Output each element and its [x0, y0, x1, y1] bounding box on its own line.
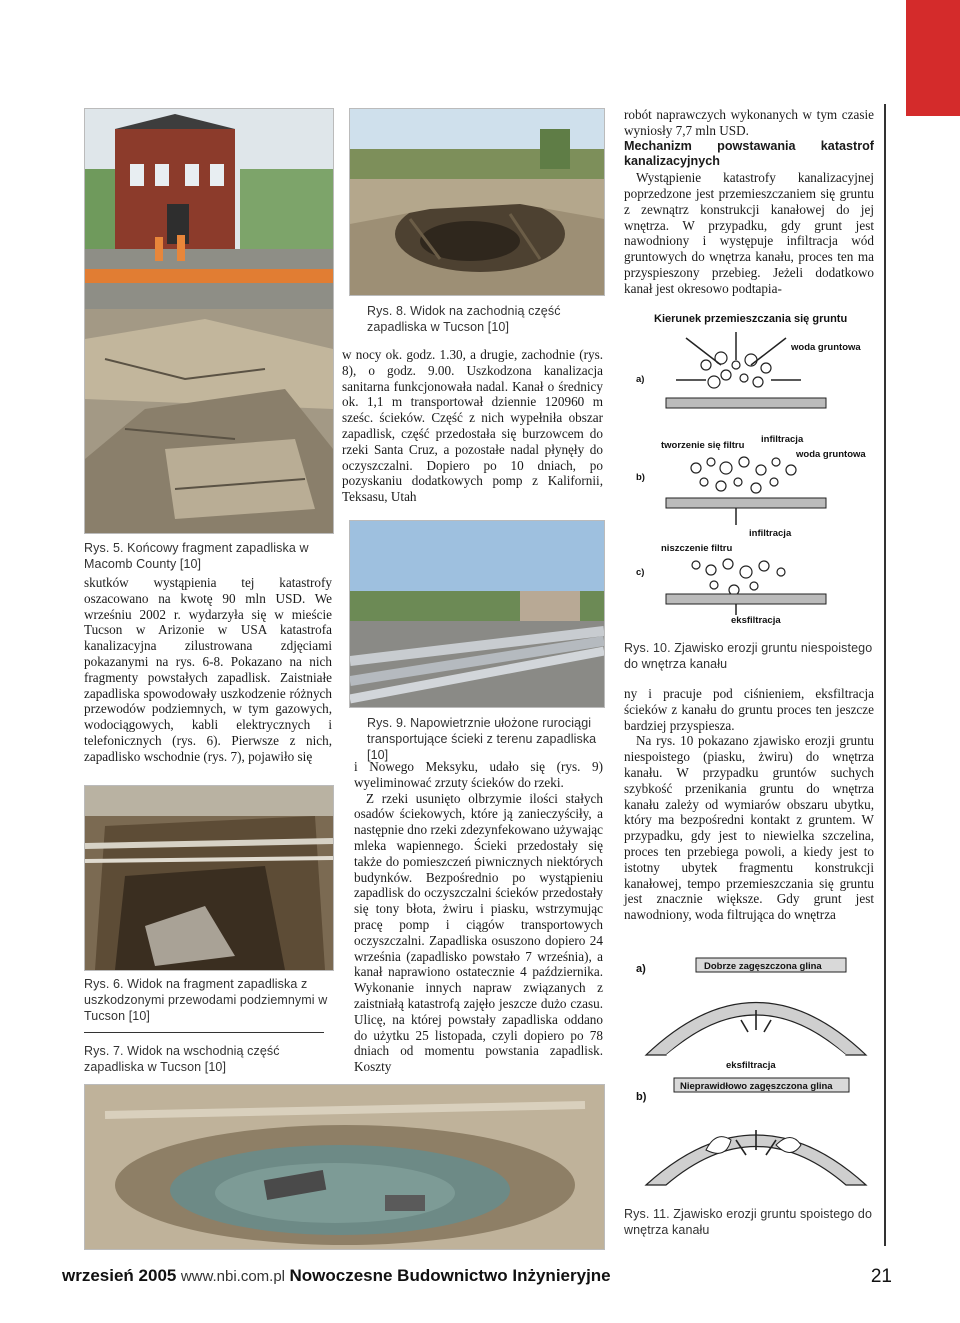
footer-issue: wrzesień 2005 — [62, 1266, 177, 1285]
diagram-erosion-noncohesive-svg — [626, 310, 876, 630]
caption-fig10: Rys. 10. Zjawisko erozji gruntu niespoistego do wnętrza kanału — [624, 641, 873, 671]
column-rule — [884, 104, 886, 1246]
caption-fig6: Rys. 6. Widok na fragment zapadliska z uszkodzonymi przewodami podziemnymi w Tucson [10] — [84, 977, 328, 1023]
column-3-text-top — [624, 107, 874, 297]
caption-fig7: Rys. 7. Widok na wschodnią część zapadliska w Tucson [10] — [84, 1044, 280, 1074]
paragraph-river-cleanup: Z rzeki usunięto olbrzymie ilości stałych osadów ściekowych, które ją zanieczyściły, a następnie dno rzeki zdezynfekowano używając mleka wapiennego. Ścieki przedostały się także do pomieszczeń piwnicznych niektórych budynków. Bezpośrednio po wystąpieniu zapadlisk do oczyszczalni ścieków przedostały się tony błota, żwiru i piasku, wstrzymując pracę pomp i ciągów transportowych oczyszczalni. Zapadliska osuszono dopiero 24 września (zapadlisko powstało 7 września), a kanał naprawiono ostatecznie 4 października. Wykonanie innych napraw związanych z zaistniałą katastrofą zajęło jeszcze dużo czasu. Ulicę, na której powstały zapadliska oddano do użytku 25 listopada, czyli dopiero po 78 dniach od momentu powstania zapadlisk. Koszty — [354, 790, 603, 1075]
diagram10-filter-destruction: niszczenie filtru — [661, 543, 733, 554]
caption-fig9: Rys. 9. Napowietrznie ułożone rurociągi transportujące ścieki z terenu zapadliska [10] — [367, 716, 597, 762]
diagram-erosion-cohesive-svg — [626, 950, 876, 1200]
paragraph-new-mexico: i Nowego Meksyku, udało się (rys. 9) wyeliminować zrzuty ścieków do rzeki. — [354, 759, 603, 790]
column-2-text-lower — [354, 759, 603, 1075]
caption-separator — [84, 1032, 324, 1033]
photo-east-sinkhole-image — [85, 1085, 604, 1249]
photo-pipelines-image — [350, 521, 604, 707]
page-edge-red-bar-lower — [906, 104, 960, 116]
page-number: 21 — [870, 1266, 892, 1287]
diagram-erosion-noncohesive — [626, 310, 876, 630]
section-heading: Mechanizm powstawania katastrof kanalizacyjnych — [624, 138, 874, 169]
column-3-text-middle — [624, 686, 874, 923]
diagram11-box-a-label: Dobrze zagęszczona glina — [704, 961, 822, 972]
photo-macomb-sinkhole — [84, 108, 334, 534]
diagram10-groundwater-1: woda gruntowa — [791, 342, 861, 353]
photo-pipelines — [349, 520, 605, 708]
paragraph-exfiltration: ny i pracuje pod ciśnieniem, eksfiltracja ścieków z kanału do gruntu proces ten jeszcze bardziej przyspiesza. — [624, 686, 874, 733]
column-1-text: skutków wystąpienia tej katastrofy oszacowano na kwotę 90 mln USD. We wrześniu 2002 r. wydarzyła się w mieście Tucson w Arizonie w USA katastrofa kanalizacyjna zilustrowana zdjęciami pokazanymi na rys. 6-8. Pokazano na nich fragmenty powstałych zapadlisk. Zaistniałe zapadliska spowodowały uszkodzenie różnych przewodów podziemnych, w tym gazowych, wodociągowych, kabli elektrycznych i telefonicznych (rys. 6). Pierwsze z nich, zapadlisko wschodnie (rys. 7), pojawiło się — [84, 575, 332, 764]
diagram10-title: Kierunek przemieszczania się gruntu — [654, 313, 848, 325]
paragraph-costs: robót naprawczych wykonanych w tym czasie wyniosły 7,7 mln USD. — [624, 107, 874, 138]
paragraph-erosion: Na rys. 10 pokazano zjawisko erozji gruntu niespoistego (piasku, żwiru) do wnętrza kanału. W przypadku gruntów suchych szybkość przenikania gruntu do wnętrza kanału zależy od wymiarów obszaru ubytku, który ma bezpośredni kontakt z gruntem. W przypadku, gdy jest to niewielka szczelina, proces ten przebiega powoli, a kiedy jest to istotny ubytek fragmentu konstrukcji kanałowej, tempo przemieszczania się gruntu jest znacznie większe. Gdy grunt jest nawodniony, woda filtrująca do wnętrza — [624, 733, 874, 923]
caption-fig5: Rys. 5. Końcowy fragment zapadliska w Macomb County [10] — [84, 541, 309, 571]
photo-damaged-utilities-image — [85, 786, 333, 970]
diagram10-groundwater-2: woda gruntowa — [796, 449, 866, 460]
photo-west-sinkhole-tucson — [349, 108, 605, 296]
diagram10-infiltration-2: infiltracja — [749, 528, 792, 539]
photo-damaged-utilities — [84, 785, 334, 971]
diagram11-label-a: a) — [636, 963, 646, 975]
photo-east-sinkhole-tucson — [84, 1084, 605, 1250]
page-edge-red-bar — [906, 0, 960, 104]
diagram10-label-a: a) — [636, 374, 645, 385]
page-footer — [62, 1266, 892, 1292]
diagram11-box-b-label: Nieprawidłowo zagęszczona glina — [680, 1081, 833, 1092]
diagram-erosion-cohesive — [626, 950, 876, 1200]
diagram10-label-b: b) — [636, 472, 645, 483]
paragraph-mechanism: Wystąpienie katastrofy kanalizacyjnej poprzedzone jest przemieszczaniem się gruntu z zewnątrz konstrukcji kanałowej do jej wnętrza. W przypadku, gdy grunt jest nawodniony i występuje infiltracja wód gruntowych do wnętrza kanału, proces ten ma przyspieszony przebieg. Jeżeli dodatkowo kanał jest okresowo podtapia- — [624, 170, 874, 296]
diagram10-exfiltration: eksfiltracja — [731, 615, 781, 626]
caption-fig11: Rys. 11. Zjawisko erozji gruntu spoistego do wnętrza kanału — [624, 1207, 873, 1237]
photo-west-sinkhole-image — [350, 109, 604, 295]
diagram10-filter-forming: tworzenie się filtru — [661, 440, 745, 451]
diagram10-label-c: c) — [636, 567, 645, 578]
footer-url[interactable]: www.nbi.com.pl — [180, 1268, 286, 1285]
diagram11-label-b: b) — [636, 1091, 647, 1103]
caption-fig8: Rys. 8. Widok na zachodnią część zapadliska w Tucson [10] — [367, 304, 561, 334]
photo-macomb-image — [85, 109, 333, 533]
diagram10-infiltration-1: infiltracja — [761, 434, 804, 445]
diagram11-exfiltration: eksfiltracja — [726, 1060, 776, 1071]
column-2-text-upper: w nocy ok. godz. 1.30, a drugie, zachodnie (rys. 8), o godz. 9.00. Uszkodzona kanalizacja sanitarna funkcjonowała nadal. Kanał o średnicy ok. 1,1 m transportował dziennie 120960 m sześc. ścieków. Część z nich wypełniła obszar zapadlisk, część przedostała się burzowcem do rzeki Santa Cruz, a pozostałe nadal płynęły do oczyszczalni. Dopiero po 10 dniach, po pozyskaniu dodatkowych pomp z Kalifornii, Teksasu, Utah — [342, 347, 603, 505]
footer-journal: Nowoczesne Budownictwo Inżynieryjne — [289, 1266, 611, 1285]
